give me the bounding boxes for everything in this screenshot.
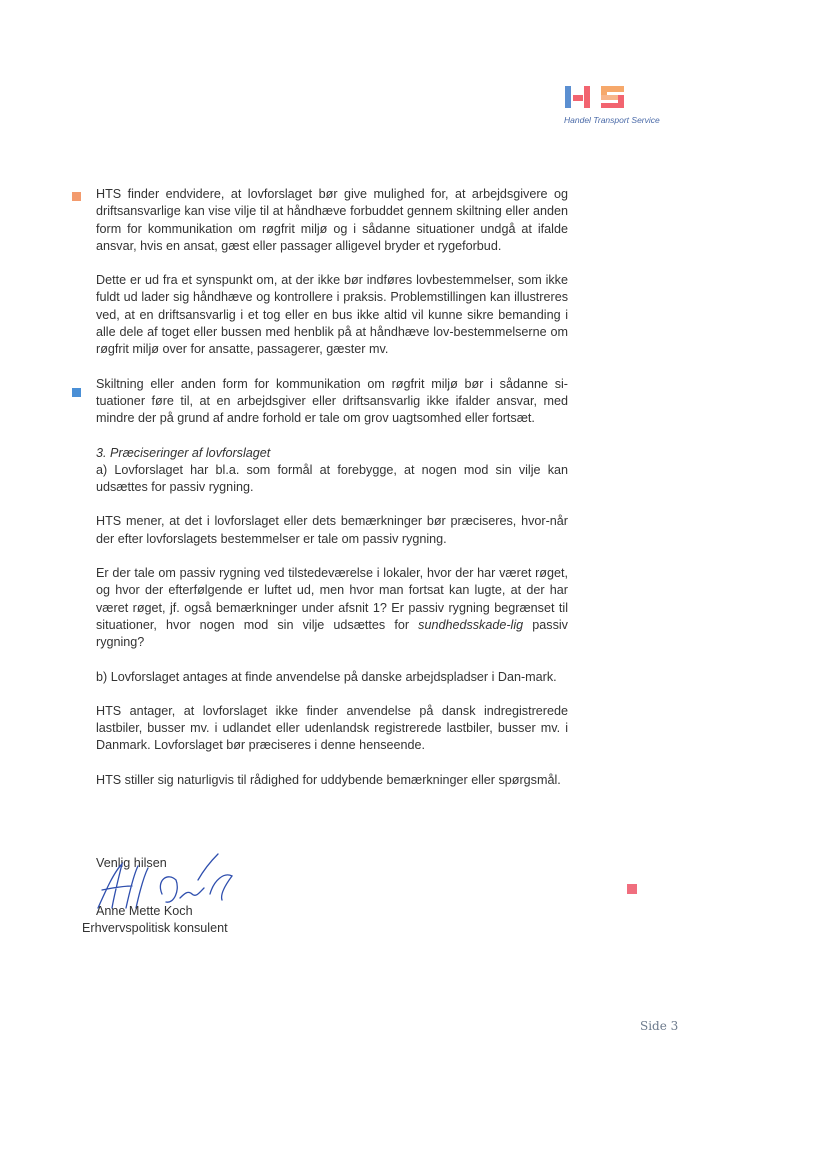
emphasis-text: sundhedsskade-lig xyxy=(418,617,524,632)
letter-body xyxy=(96,186,568,806)
paragraph-text: passiv rygning? xyxy=(96,617,568,650)
closing-salutation: Venlig hilsen xyxy=(96,856,167,870)
paragraph: Dette er ud fra et synspunkt om, at der ikke bør indføres lovbestemmelser, som ikke fuldt ud lader sig håndhæve og kontrollere i praksis. Problemstillingen kan illustreres ved, at en driftsansvarlig i et tog eller en bus ikke altid vil kunne sikre bemanding i alle dele af toget eller bussen med henblik på at håndhæve lov-bestemmelserne om røgfrit miljø over for ansatte, passagerer, gæster mv. xyxy=(96,273,568,357)
paragraph: b) Lovforslaget antages at finde anvendelse på danske arbejdspladser i Dan-mark. xyxy=(96,669,557,684)
paragraph: Skiltning eller anden form for kommunikation om røgfrit miljø bør i sådanne si-tuationer føre til, at en arbejdsgiver eller driftsansvarlig ikke ifalder ansvar, med mindre der på grund af andre forhold er tale om grov uagtsomhed eller fortsæt. xyxy=(96,376,568,426)
paragraph: HTS mener, at det i lovforslaget eller dets bemærkninger bør præciseres, hvor-når der efter lovforslagets bestemmelser er tale om passiv rygning. xyxy=(96,514,568,546)
signer-name: Anne Mette Koch xyxy=(96,904,193,918)
paragraph xyxy=(96,565,568,651)
paragraph-text: Er der tale om passiv rygning ved tilstedeværelse i lokaler, hvor der har været røget, og hvor der efterfølgende er luftet ud, men hvor man fortsat kan lugte, at der har været røget, jf. også bemærkninger under afsnit 1? Er passiv rygning begrænset til situationer, hvor nogen mod sin vilje udsættes for xyxy=(96,566,568,632)
paragraph: HTS stiller sig naturligvis til rådighed for uddybende bemærkninger eller spørgsmål. xyxy=(96,772,561,787)
section-heading: 3. Præciseringer af lovforslaget xyxy=(96,445,271,460)
paragraph: HTS antager, at lovforslaget ikke finder anvendelse på dansk indregistrerede lastbiler, busser mv. i udlandet eller udenlandsk registrerede lastbiler, busser mv. i Danmark. Lovforslaget bør præciseres i denne henseende. xyxy=(96,703,568,753)
page-number: Side 3 xyxy=(640,1019,679,1033)
hts-logo-mark-icon xyxy=(563,84,627,112)
blue-square-icon xyxy=(72,388,81,397)
paragraph: a) Lovforslaget har bl.a. som formål at forebygge, at nogen mod sin vilje kan udsættes for passiv rygning. xyxy=(96,462,568,495)
signer-title: Erhvervspolitisk konsulent xyxy=(82,921,228,935)
red-square-icon xyxy=(627,884,637,894)
logo-tagline: Handel Transport Service xyxy=(564,115,660,125)
orange-square-icon xyxy=(72,192,81,201)
paragraph: HTS finder endvidere, at lovforslaget bør give mulighed for, at arbejdsgivere og driftsansvarlige kan vise vilje til at håndhæve forbuddet gennem skiltning eller anden form for kommunikation om røgfrit miljø og i sådanne situationer undgå at ifalde ansvar, hvis en ansat, gæst eller passager alligevel bryder et rygeforbud. xyxy=(96,187,568,253)
hts-logo xyxy=(563,84,687,128)
